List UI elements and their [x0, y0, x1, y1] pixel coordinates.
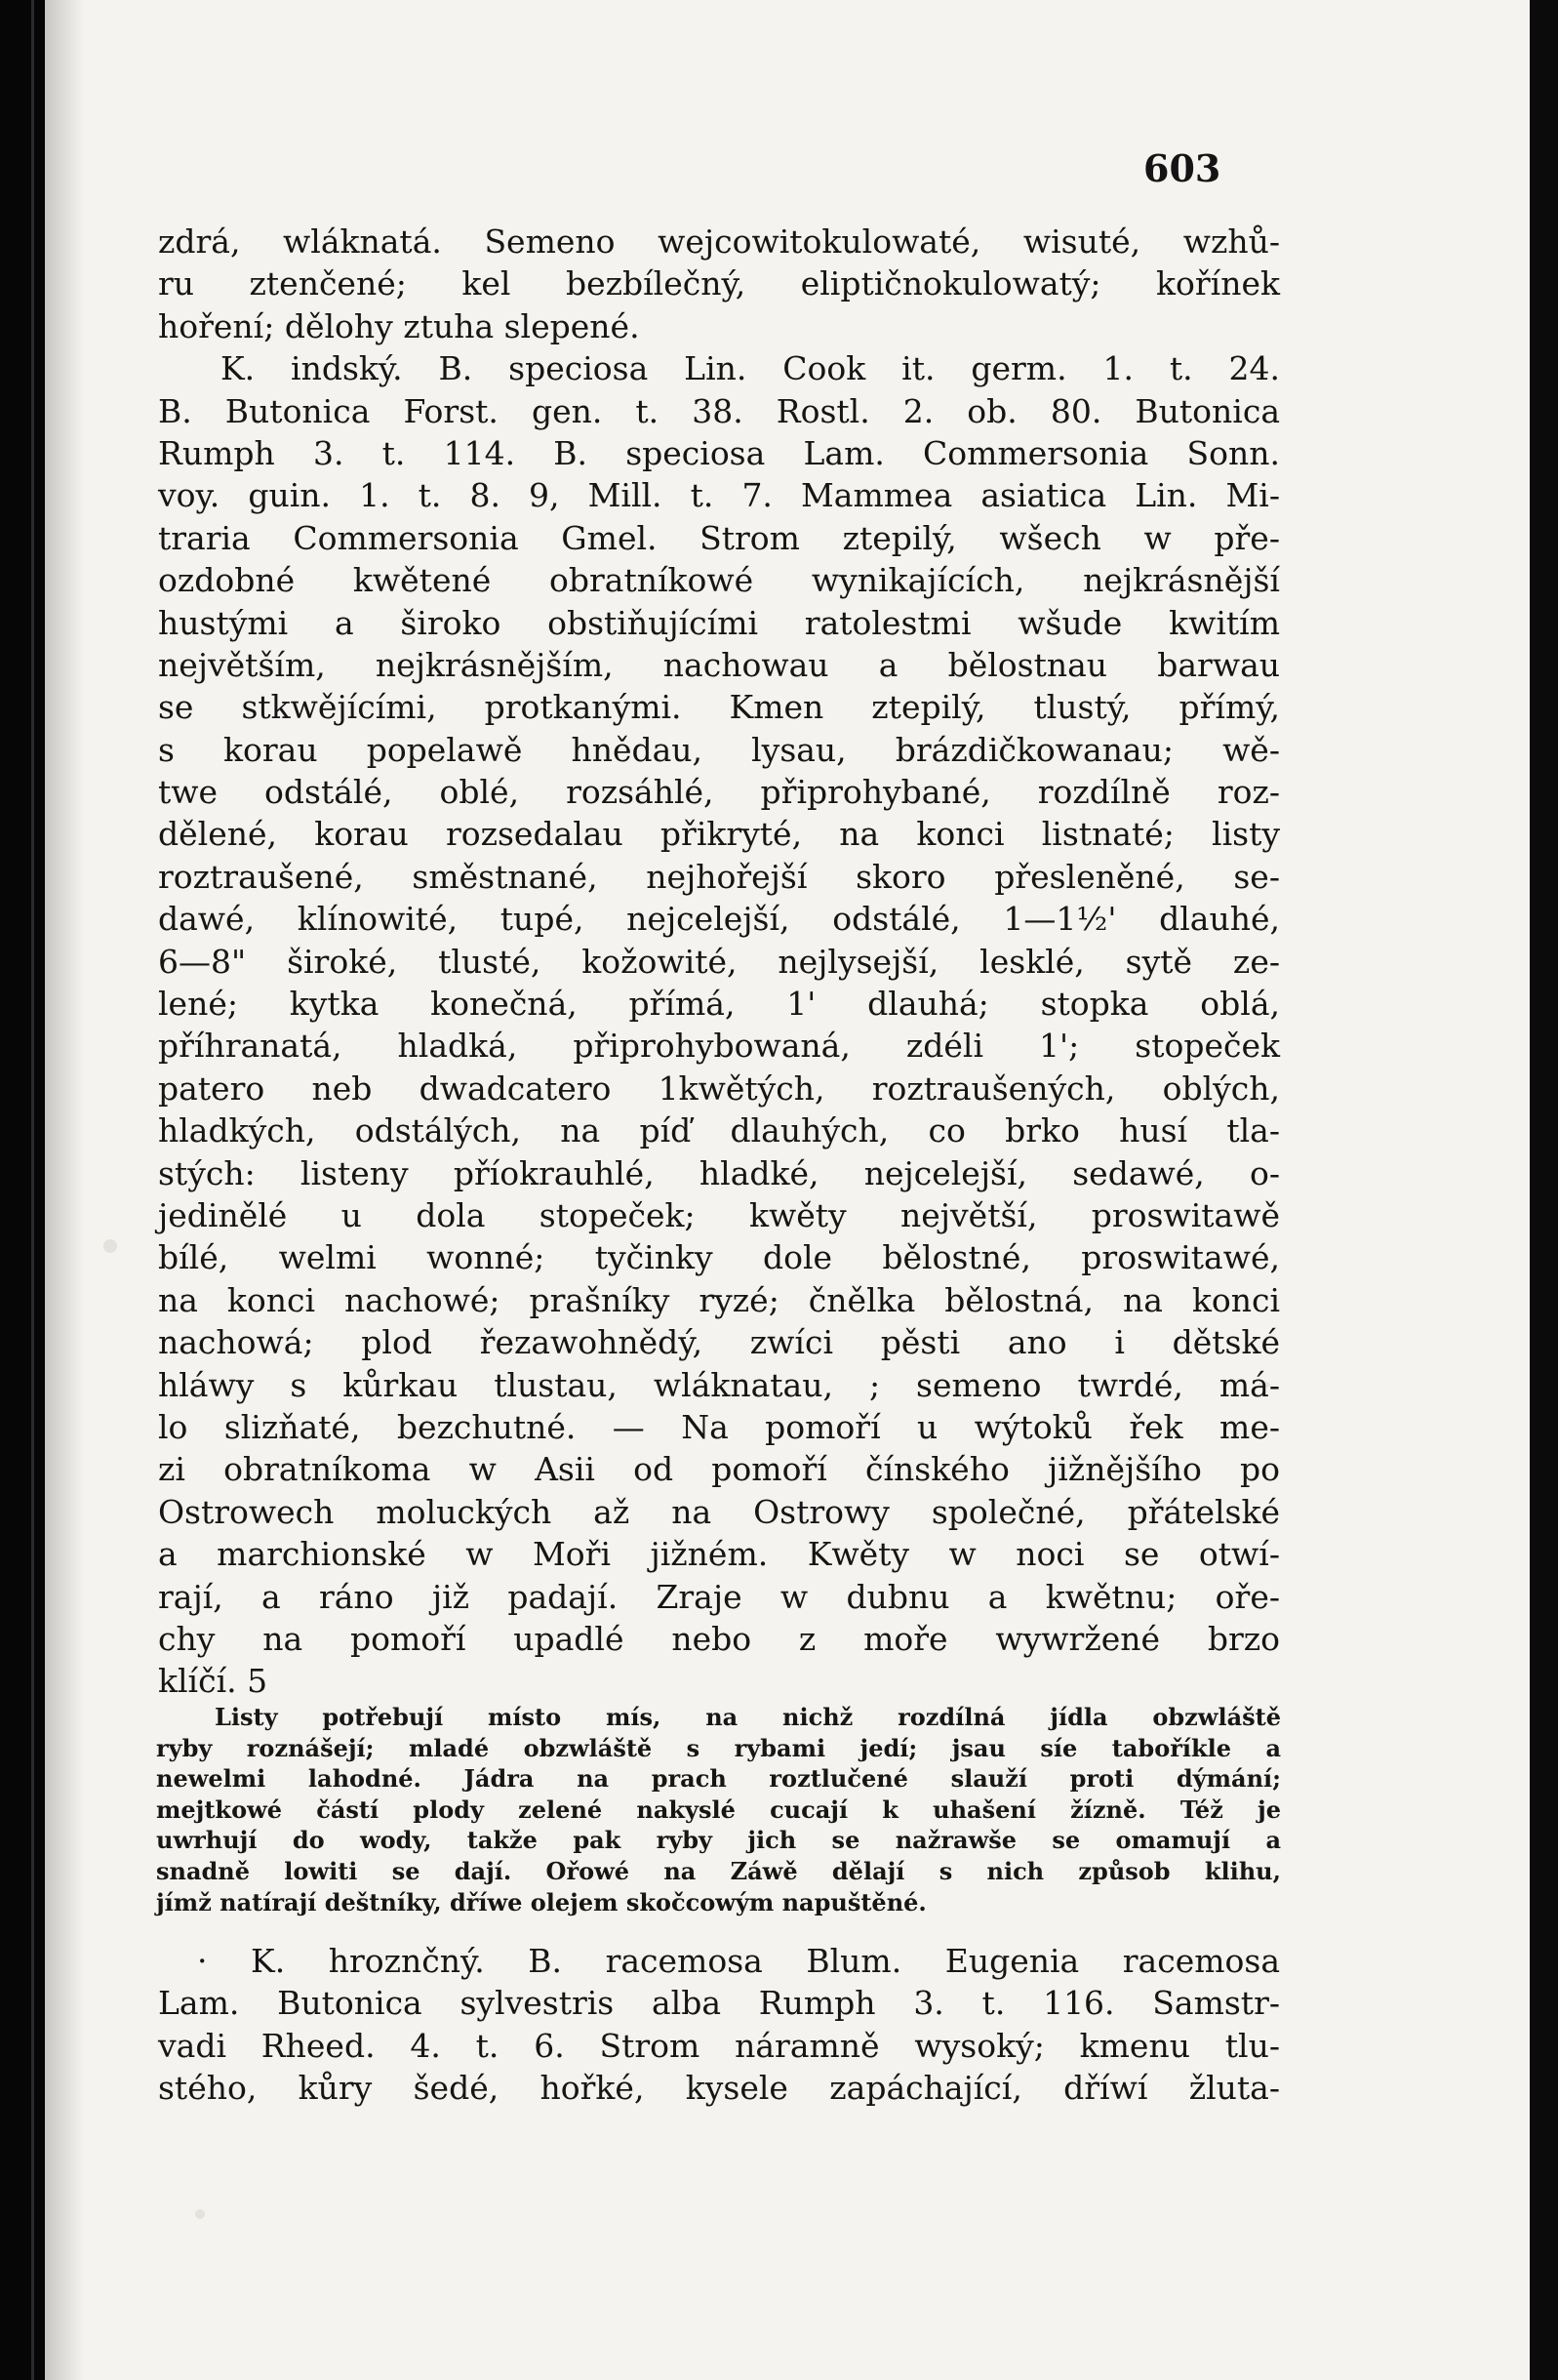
text-line: ru ztenčené; kel bezbílečný, eliptičnokulowatý; kořínek: [158, 264, 1280, 303]
text-line: nachowá; plod řezawohnědý, zwíci pěsti ano i dětské: [158, 1323, 1280, 1362]
text-line: traria Commersonia Gmel. Strom ztepilý, wšech w pře-: [158, 518, 1280, 557]
main-text: [158, 221, 1280, 1703]
text-line: · K. hroznčný. B. racemosa Blum. Eugenia racemosa: [197, 1942, 1280, 1980]
text-line: zi obratníkoma w Asii od pomoří čínského jižnějšího po: [158, 1450, 1280, 1489]
text-line: voy. guin. 1. t. 8. 9, Mill. t. 7. Mammea asiatica Lin. Mi-: [158, 476, 1280, 515]
text-line: hoření; dělohy ztuha slepené.: [158, 306, 640, 345]
text-line: lené; kytka konečná, přímá, 1' dlauhá; stopka oblá,: [158, 985, 1280, 1024]
text-line: bílé, welmi wonné; tyčinky dole bělostné, proswitawé,: [158, 1238, 1280, 1277]
page-number: 603: [1143, 146, 1221, 190]
text-line: lo slizňaté, bezchutné. — Na pomoří u wýtoků řek me-: [158, 1407, 1280, 1446]
book-binding-edge: [0, 0, 45, 2380]
text-line: hladkých, odstálých, na píď dlauhých, co brko husí tla-: [158, 1111, 1280, 1150]
text-line: Rumph 3. t. 114. B. speciosa Lam. Commersonia Sonn.: [158, 433, 1280, 472]
text-line: s korau popelawě hnědau, lysau, brázdičkowanau; wě-: [158, 730, 1280, 769]
footnote: [156, 1702, 1281, 1917]
text-line: jedinělé u dola stopeček; kwěty největší, proswitawě: [158, 1195, 1280, 1234]
text-line: stých: listeny příokrauhlé, hladké, nejcelejší, sedawé, o-: [158, 1153, 1280, 1192]
page-spot: [195, 2209, 205, 2219]
text-line: roztraušené, směstnané, nejhořejší skoro přesleněné, se-: [158, 857, 1280, 896]
footnote-line: Listy potřebují místo mís, na nichž rozdílná jídla obzwláště: [215, 1703, 1281, 1731]
text-line: stého, kůry šedé, hořké, kysele zapáchající, dříwí žluta-: [158, 2069, 1280, 2108]
text-line: patero neb dwadcatero 1kwětých, roztraušených, oblých,: [158, 1069, 1280, 1108]
text-line: B. Butonica Forst. gen. t. 38. Rostl. 2. ob. 80. Butonica: [158, 391, 1280, 430]
book-page: [45, 0, 1530, 2380]
text-line: chy na pomoří upadlé nebo z moře wywržené brzo: [158, 1619, 1280, 1658]
text-line: příhranatá, hladká, připrohybowaná, zdéli 1'; stopeček: [158, 1027, 1280, 1066]
text-line: hláwy s kůrkau tlustau, wláknatau, ; semeno twrdé, má-: [158, 1365, 1280, 1404]
page-spot: [103, 1239, 117, 1253]
text-line: ozdobné kwětené obratníkowé wynikajících, nejkrásnější: [158, 561, 1280, 600]
text-line: klíčí. 5: [158, 1662, 268, 1701]
footnote-line: jímž natírají deštníky, dříwe olejem skočcowým napuštěné.: [156, 1887, 927, 1916]
footnote-line: uwrhují do wody, takže pak ryby jich se nažrawše se omamují a: [156, 1826, 1281, 1855]
text-line: Ostrowech moluckých až na Ostrowy společné, přátelské: [158, 1492, 1280, 1531]
text-line: se stkwějícími, protkanými. Kmen ztepilý, tlustý, přímý,: [158, 688, 1280, 727]
text-line: 6—8" široké, tlusté, kožowité, nejlysejší, lesklé, sytě ze-: [158, 942, 1280, 981]
text-line: a marchionské w Moři jižném. Kwěty w noci se otwí-: [158, 1535, 1280, 1574]
text-line: rají, a ráno již padají. Zraje w dubnu a kwětnu; ořе-: [158, 1577, 1280, 1616]
text-line: K. indský. B. speciosa Lin. Cook it. germ. 1. t. 24.: [220, 349, 1280, 388]
text-line: vadi Rheed. 4. t. 6. Strom náramně wysoký; kmenu tlu-: [158, 2026, 1280, 2065]
text-line: Lam. Butonica sylvestris alba Rumph 3. t. 116. Samstr-: [158, 1984, 1280, 2023]
text-line: zdrá, wláknatá. Semeno wejcowitokulowaté, wisuté, wzhů-: [158, 222, 1280, 261]
text-line: hustými a široko obstiňujícími ratolestmi wšude kwitím: [158, 603, 1280, 642]
page-gutter-shadow: [45, 0, 84, 2380]
text-line: twe odstálé, oblé, rozsáhlé, připrohybané, rozdílně roz-: [158, 773, 1280, 812]
text-line: největším, nejkrásnějším, nachowau a bělostnau barwau: [158, 645, 1280, 684]
footnote-line: newelmi lahodné. Jádra na prach roztlučené slauží proti dýmání;: [156, 1764, 1281, 1794]
footnote-line: ryby roznášejí; mladé obzwláště s rybami jedí; jsau síe taboříkle a: [156, 1733, 1281, 1762]
text-line: dawé, klínowité, tupé, nejcelejší, odstálé, 1—1½' dlauhé,: [158, 900, 1280, 939]
footnote-line: mejtkowé částí plody zelené nakyslé cucají k uhašení žízně. Též je: [156, 1795, 1281, 1824]
binding-line: [31, 0, 34, 2380]
text-line: dělené, korau rozsedalau přikryté, na konci listnaté; listy: [158, 815, 1280, 854]
footnote-line: snadně lowiti se dají. Ořowé na Záwě dělají s nich způsob klihu,: [156, 1856, 1281, 1885]
next-entry-text: [158, 1940, 1280, 2110]
text-line: na konci nachowé; prašníky ryzé; čnělka bělostná, na konci: [158, 1280, 1280, 1319]
